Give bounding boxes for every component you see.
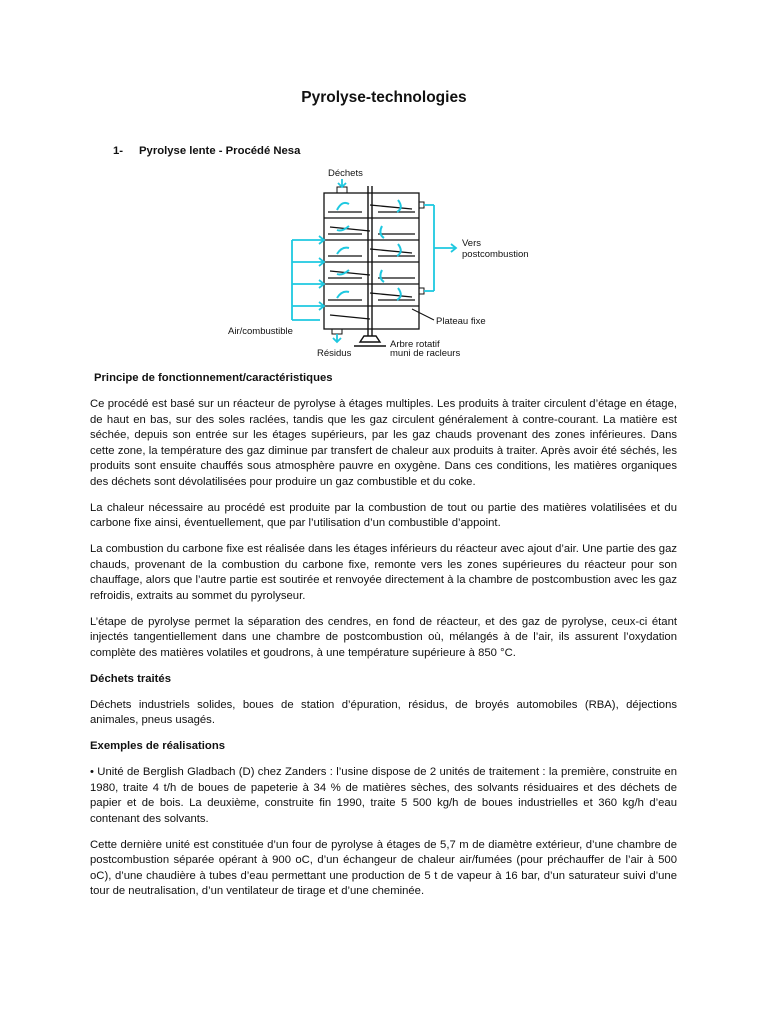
label-residus: Résidus [317, 348, 352, 359]
section-title: Pyrolyse lente - Procédé Nesa [139, 145, 301, 157]
gas-outlet-lines [419, 202, 456, 294]
dechets-heading: Déchets traités [90, 672, 171, 685]
material-flow-arrows [337, 200, 401, 300]
label-dechets: Déchets [328, 168, 363, 179]
document-body [90, 371, 677, 910]
dechets-paragraph: Déchets industriels solides, boues de station d’épuration, résidus, de broyés automobiles (RBA), déjections animales, pneus usagés. [90, 698, 677, 726]
label-arbre-rotatif: Arbre rotatif [390, 339, 440, 350]
residue-outlet [332, 329, 342, 342]
label-postcombustion: postcombustion [462, 249, 529, 260]
principe-paragraph-4: L’étape de pyrolyse permet la séparation des cendres, en fond de réacteur, et des gaz de pyrolyse, ceux-ci étant injectés tangentiellement dans une chambre de postcombustion où, mélangés à de l’air, ils assurent l’oxydation complète des matières volatiles et goudrons, à une température supérieure à 850 °C. [90, 615, 677, 659]
air-inlet-lines [292, 236, 324, 320]
exemples-paragraph-1: • Unité de Berglish Gladbach (D) chez Zanders : l’usine dispose de 2 unités de traitement : la première, construite en 1980, traite 4 t/h de boues de papeterie à 34 % de matières sèches, des solvants résiduaires et des déchets de papier et de bois. La deuxième, construite fin 1990, traite 5 500 kg/h de boues industrielles et 360 kg/h d’eau contenant des solvants. [90, 766, 677, 825]
page-title: Pyrolyse-technologies [301, 89, 467, 106]
principe-heading: Principe de fonctionnement/caractéristiques [94, 372, 333, 384]
label-plateau-fixe: Plateau fixe [436, 316, 486, 327]
exemples-heading: Exemples de réalisations [90, 740, 226, 752]
principe-paragraph-1: Ce procédé est basé sur un réacteur de pyrolyse à étages multiples. Les produits à traiter circulent d’étage en étage, de haut en bas, sur des soles raclées, tandis que les gaz circulent généralement à contre-courant. La matière est séchée, depuis son entrée sur les étages supérieurs, par les gaz chauds provenant des zones inférieures. Dans cette zone, la température des gaz diminue par transfert de chaleur aux produits à traiter. Après avoir été séchés, les produits sont ensuite chauffés sous atmosphère pauvre en oxygène. Dans ces conditions, les matières organiques des déchets sont dévolatilisées pour produire un gaz combustible et du coke. [90, 398, 677, 488]
reactor-diagram [222, 160, 552, 365]
principe-paragraph-2: La chaleur nécessaire au procédé est produite par la combustion de tout ou partie des matières volatilisées et du carbone fixe ainsi, éventuellement, que par l’utilisation d’un combustible d’appoint. [90, 501, 677, 529]
section-number: 1- [113, 145, 124, 157]
waste-inlet [337, 179, 347, 193]
label-vers: Vers [462, 238, 482, 249]
label-racleurs: muni de racleurs [390, 348, 461, 359]
rotating-shaft [354, 186, 386, 346]
label-air-combustible: Air/combustible [228, 326, 293, 337]
plateau-pointer [412, 309, 434, 320]
exemples-paragraph-2: Cette dernière unité est constituée d’un four de pyrolyse à étages de 5,7 m de diamètre extérieur, d’une chambre de postcombustion séparée opérant à 900 oC, d’un échangeur de chaleur air/fumées (pour préchauffer de l’air à 500 oC), d’une chaudière à tubes d’eau permettant une production de 5 t de vapeur à 16 bar, d’un saturateur suivi d’une tour de neutralisation, d’un ventilateur de tirage et d’une cheminée. [90, 838, 677, 897]
section-heading [113, 145, 300, 157]
principe-paragraph-3: La combustion du carbone fixe est réalisée dans les étages inférieurs du réacteur avec ajout d’air. Une partie des gaz chauds, provenant de la combustion du carbone fixe, remonte vers les zones supérieures du réacteur pour son chauffage, alors que l’autre partie est soutirée et renvoyée directement à la chambre de postcombustion avec les gaz refroidis, extraits au sommet du pyrolyseur. [90, 543, 677, 602]
